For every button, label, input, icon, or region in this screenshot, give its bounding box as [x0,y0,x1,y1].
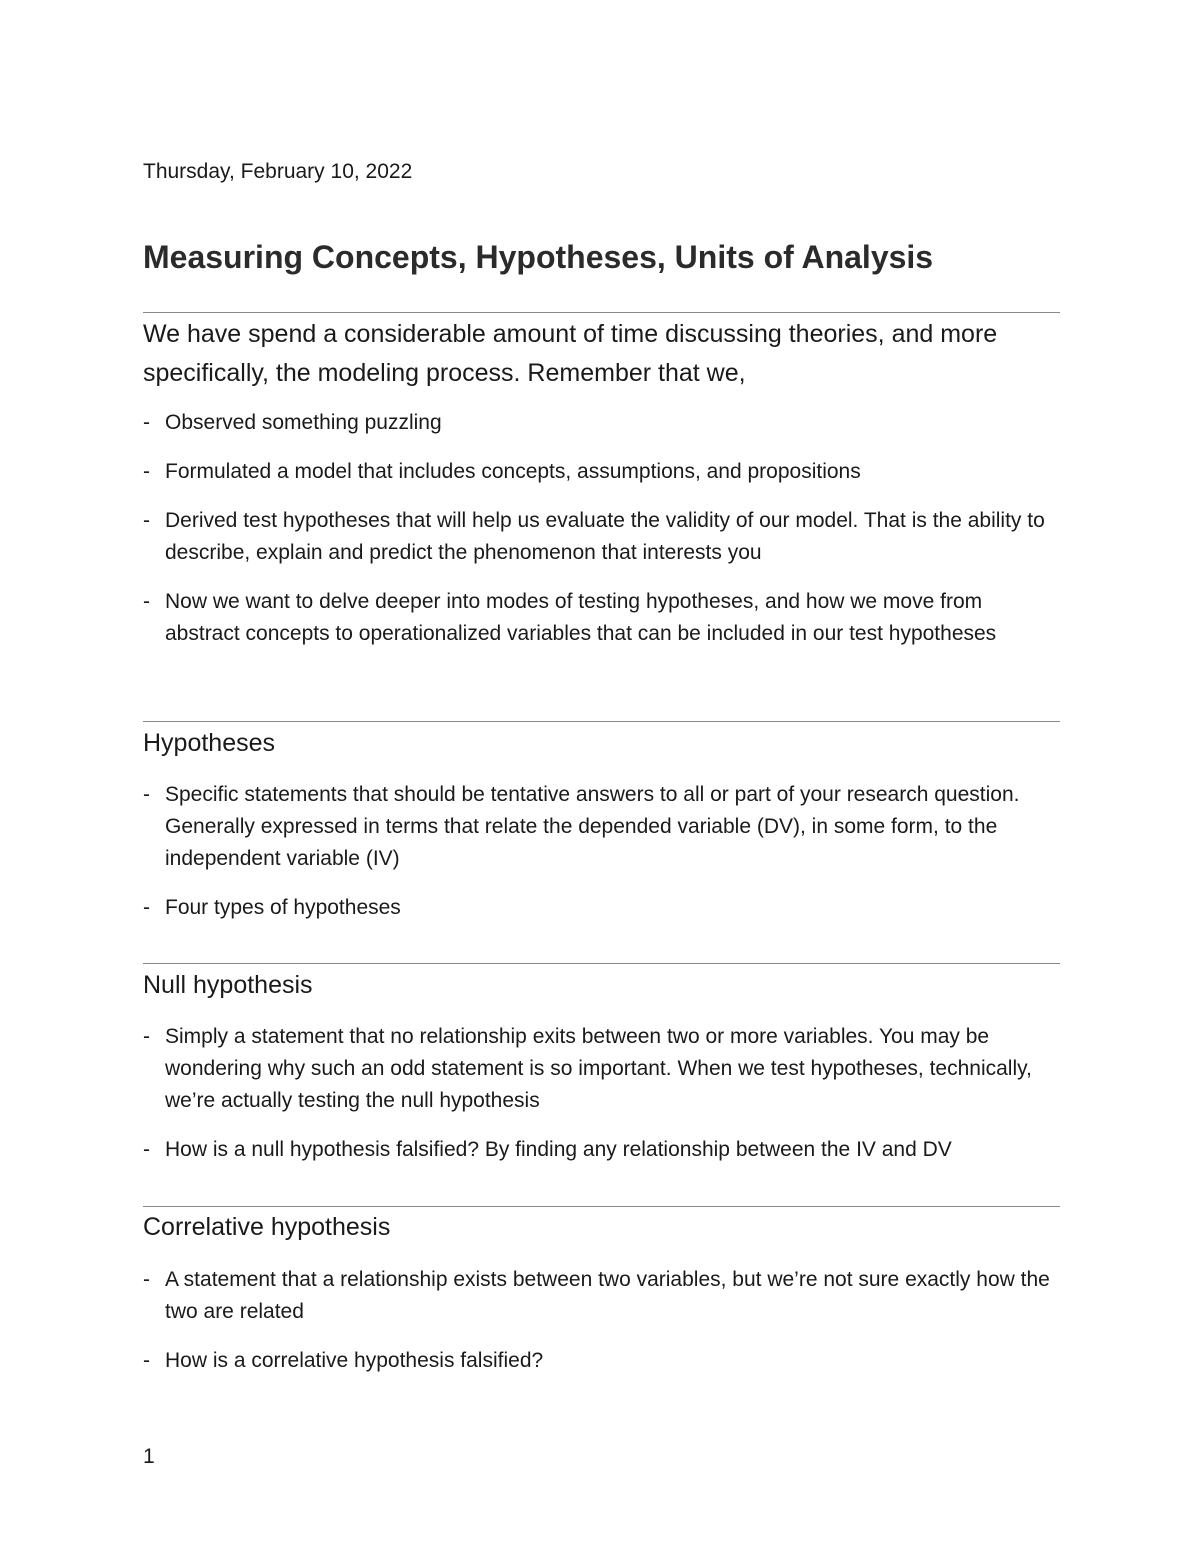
list-item [143,892,1060,924]
bullet-text: A statement that a relationship exists between two variables, but we’re not sure exactly how the two are related [165,1268,1050,1323]
null-hypothesis-bullet-list [143,1021,1060,1183]
section-heading-null-hypothesis: Null hypothesis [143,971,313,999]
bullet-dash: - [143,1025,150,1048]
bullet-text: How is a correlative hypothesis falsified? [165,1349,544,1372]
page-number: 1 [143,1445,155,1468]
list-item [143,586,1060,650]
intro-paragraph: We have spend a considerable amount of time discussing theories, and more specifically, the modeling process. Remember that we, [143,320,998,387]
section-heading-hypotheses: Hypotheses [143,729,276,757]
bullet-text: How is a null hypothesis falsified? By finding any relationship between the IV and DV [165,1138,952,1161]
bullet-dash: - [143,460,150,483]
bullet-text: Four types of hypotheses [165,896,401,919]
hypotheses-bullet-list [143,779,1060,941]
section-divider [143,312,1060,313]
bullet-dash: - [143,896,150,919]
list-item [143,1134,1060,1166]
list-item [143,1021,1060,1117]
list-item [143,1345,1060,1377]
document-date: Thursday, February 10, 2022 [143,160,413,183]
bullet-text: Simply a statement that no relationship exits between two or more variables. You may be wondering why such an odd statement is so important. When we test hypotheses, technically, we’re actually testing the null hypothesis [165,1025,1032,1112]
bullet-dash: - [143,1138,150,1161]
section-divider [143,963,1060,964]
section-divider [143,1206,1060,1207]
correlative-hypothesis-bullet-list [143,1264,1060,1394]
intro-bullet-list [143,407,1060,667]
section-heading-correlative-hypothesis: Correlative hypothesis [143,1213,391,1241]
bullet-text: Derived test hypotheses that will help us evaluate the validity of our model. That is the ability to describe, explain and predict the phenomenon that interests you [165,509,1045,564]
bullet-dash: - [143,1349,150,1372]
list-item [143,779,1060,875]
bullet-dash: - [143,509,150,532]
document-title: Measuring Concepts, Hypotheses, Units of Analysis [143,239,934,275]
bullet-dash: - [143,590,150,613]
bullet-text: Specific statements that should be tentative answers to all or part of your research question. Generally expressed in terms that relate the depended variable (DV), in some form, to the independent variable (IV) [165,783,1020,870]
bullet-text: Now we want to delve deeper into modes of testing hypotheses, and how we move from abstract concepts to operationalized variables that can be included in our test hypotheses [165,590,997,645]
list-item [143,456,1060,488]
list-item [143,1264,1060,1328]
bullet-text: Formulated a model that includes concepts, assumptions, and propositions [165,460,861,483]
bullet-dash: - [143,1268,150,1291]
list-item [143,505,1060,569]
bullet-dash: - [143,783,150,806]
list-item [143,407,1060,439]
bullet-dash: - [143,411,150,434]
bullet-text: Observed something puzzling [165,411,442,434]
section-divider [143,721,1060,722]
